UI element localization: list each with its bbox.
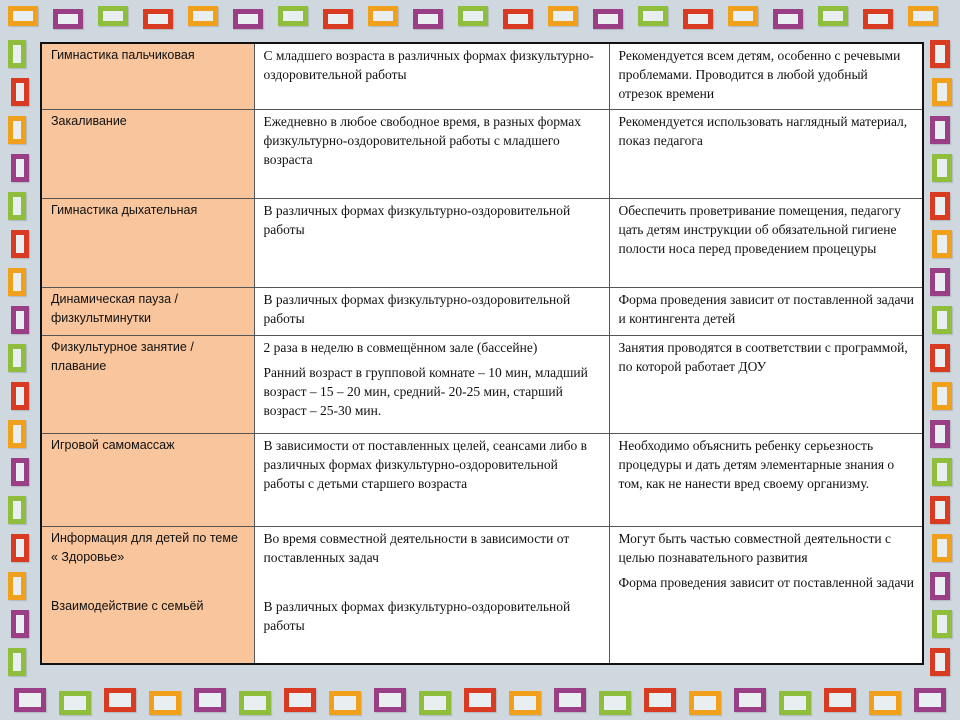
frame-square <box>53 9 83 29</box>
timing-text: В различных формах физкультурно-оздоровительной работы <box>263 291 571 326</box>
frame-square <box>11 154 29 182</box>
frame-square <box>930 116 950 144</box>
notes-text: Рекомендуется использовать наглядный материал, показ педагога <box>618 113 908 148</box>
notes-cell <box>609 43 923 109</box>
timing-cell <box>254 198 609 287</box>
frame-square <box>11 458 29 486</box>
notes-text: Форма проведения зависит от поставленной задачи <box>618 574 915 590</box>
frame-square <box>8 192 26 220</box>
table-row <box>41 43 923 109</box>
timing-cell <box>254 43 609 109</box>
timing-text: Ранний возраст в групповой комнате – 10 мин, младший возраст – 15 – 20 мин, средний- 20-25 мин, старший возраст – 25-30 мин. <box>263 364 588 418</box>
frame-square <box>284 688 316 712</box>
frame-square <box>194 688 226 712</box>
notes-cell <box>609 335 923 433</box>
frame-square <box>8 6 38 26</box>
activity-text: Закаливание <box>51 113 127 128</box>
activity-text: Информация для детей по теме « Здоровье» <box>51 530 238 564</box>
frame-square <box>930 344 950 372</box>
frame-square <box>278 6 308 26</box>
frame-square <box>149 691 181 715</box>
notes-cell <box>609 198 923 287</box>
activity-cell <box>41 433 254 526</box>
timing-text: В зависимости от поставленных целей, сеансами либо в различных формах физкультурно-оздоровительной работы с детьми старшего возраста <box>263 437 587 491</box>
frame-square <box>8 344 26 372</box>
frame-square <box>728 6 758 26</box>
frame-square <box>818 6 848 26</box>
frame-square <box>11 230 29 258</box>
frame-square <box>98 6 128 26</box>
frame-square <box>233 9 263 29</box>
notes-cell <box>609 109 923 198</box>
frame-square <box>8 420 26 448</box>
frame-square <box>914 688 946 712</box>
frame-square <box>59 691 91 715</box>
frame-square <box>548 6 578 26</box>
frame-square <box>11 534 29 562</box>
activity-text: Игровой самомассаж <box>51 437 175 452</box>
frame-square <box>930 268 950 296</box>
timing-cell <box>254 109 609 198</box>
frame-square <box>930 192 950 220</box>
notes-cell <box>609 287 923 335</box>
frame-square <box>374 688 406 712</box>
notes-cell <box>609 433 923 526</box>
frame-square <box>503 9 533 29</box>
table-row <box>41 198 923 287</box>
frame-square <box>932 382 952 410</box>
frame-square <box>599 691 631 715</box>
activity-text: Динамическая пауза /физкультминутки <box>51 291 178 325</box>
activity-text: Гимнастика дыхательная <box>51 202 198 217</box>
table-row <box>41 335 923 433</box>
frame-square <box>368 6 398 26</box>
frame-square <box>14 688 46 712</box>
frame-square <box>419 691 451 715</box>
frame-square <box>323 9 353 29</box>
timing-text: В различных формах физкультурно-оздоровительной работы <box>263 202 571 237</box>
timing-cell <box>254 335 609 433</box>
table-row <box>41 287 923 335</box>
frame-square <box>509 691 541 715</box>
notes-text: Могут быть частью совместной деятельности с целью познавательного развития <box>618 530 892 565</box>
frame-square <box>143 9 173 29</box>
notes-text: Рекомендуется всем детям, особенно с речевыми проблемами. Проводится в любой удобный отрезок времени <box>618 48 901 101</box>
frame-square <box>863 9 893 29</box>
frame-square <box>8 648 26 676</box>
frame-square <box>932 154 952 182</box>
frame-square <box>683 9 713 29</box>
timing-cell <box>254 287 609 335</box>
frame-square <box>8 116 26 144</box>
timing-text: Во время совместной деятельности в зависимости от поставленных задач <box>263 530 570 565</box>
frame-square <box>11 306 29 334</box>
frame-square <box>8 268 26 296</box>
activity-cell <box>41 198 254 287</box>
frame-square <box>734 688 766 712</box>
notes-text: Необходимо объяснить ребенку серьезность процедуры и дать детям элементарные знания о том, как не нанести вред своему организму. <box>618 437 895 491</box>
frame-square <box>930 572 950 600</box>
frame-square <box>824 688 856 712</box>
frame-square <box>329 691 361 715</box>
frame-square <box>8 40 26 68</box>
frame-square <box>11 78 29 106</box>
activity-cell <box>41 43 254 109</box>
notes-cell <box>609 526 923 664</box>
timing-cell <box>254 433 609 526</box>
frame-square <box>779 691 811 715</box>
frame-square <box>932 610 952 638</box>
frame-square <box>11 610 29 638</box>
frame-square <box>644 688 676 712</box>
frame-square <box>413 9 443 29</box>
table-row <box>41 526 923 664</box>
frame-square <box>932 78 952 106</box>
frame-square <box>869 691 901 715</box>
frame-square <box>773 9 803 29</box>
frame-square <box>11 382 29 410</box>
frame-square <box>932 306 952 334</box>
frame-square <box>930 648 950 676</box>
frame-square <box>638 6 668 26</box>
frame-square <box>930 420 950 448</box>
timing-text: С младшего возраста в различных формах физкультурно-оздоровительной работы <box>263 48 594 82</box>
activity-cell <box>41 335 254 433</box>
frame-square <box>932 230 952 258</box>
activity-text: Физкультурное занятие /плавание <box>51 339 194 373</box>
table-row <box>41 433 923 526</box>
frame-square <box>930 40 950 68</box>
frame-square <box>932 458 952 486</box>
frame-square <box>554 688 586 712</box>
frame-square <box>930 496 950 524</box>
frame-square <box>8 572 26 600</box>
activity-text: Взаимодействие с семьёй <box>51 598 204 613</box>
notes-text: Форма проведения зависит от поставленной задачи и контингента детей <box>618 291 915 326</box>
frame-square <box>188 6 218 26</box>
frame-square <box>593 9 623 29</box>
notes-text: Занятия проводятся в соответствии с программой, по которой работает ДОУ <box>618 339 908 374</box>
frame-square <box>689 691 721 715</box>
frame-square <box>8 496 26 524</box>
notes-text: Обеспечить проветривание помещения, педагогу цать детям инструкции об обязательной гигиене полости носа перед проведением процецуры <box>618 202 901 256</box>
activity-cell <box>41 526 254 664</box>
frame-square <box>239 691 271 715</box>
timing-text: Ежедневно в любое свободное время, в разных формах физкультурно-оздоровительной работы с младшего возраста <box>263 113 581 167</box>
timing-text: В различных формах физкультурно-оздоровительной работы <box>263 598 571 633</box>
activity-text: Гимнастика пальчиковая <box>51 48 195 62</box>
frame-square <box>464 688 496 712</box>
frame-square <box>458 6 488 26</box>
activity-cell <box>41 287 254 335</box>
table-row <box>41 109 923 198</box>
frame-square <box>908 6 938 26</box>
frame-square <box>932 534 952 562</box>
activity-cell <box>41 109 254 198</box>
health-activities-table <box>40 42 924 665</box>
timing-text: 2 раза в неделю в совмещённом зале (бассейне) <box>263 339 538 355</box>
frame-square <box>104 688 136 712</box>
timing-cell <box>254 526 609 664</box>
